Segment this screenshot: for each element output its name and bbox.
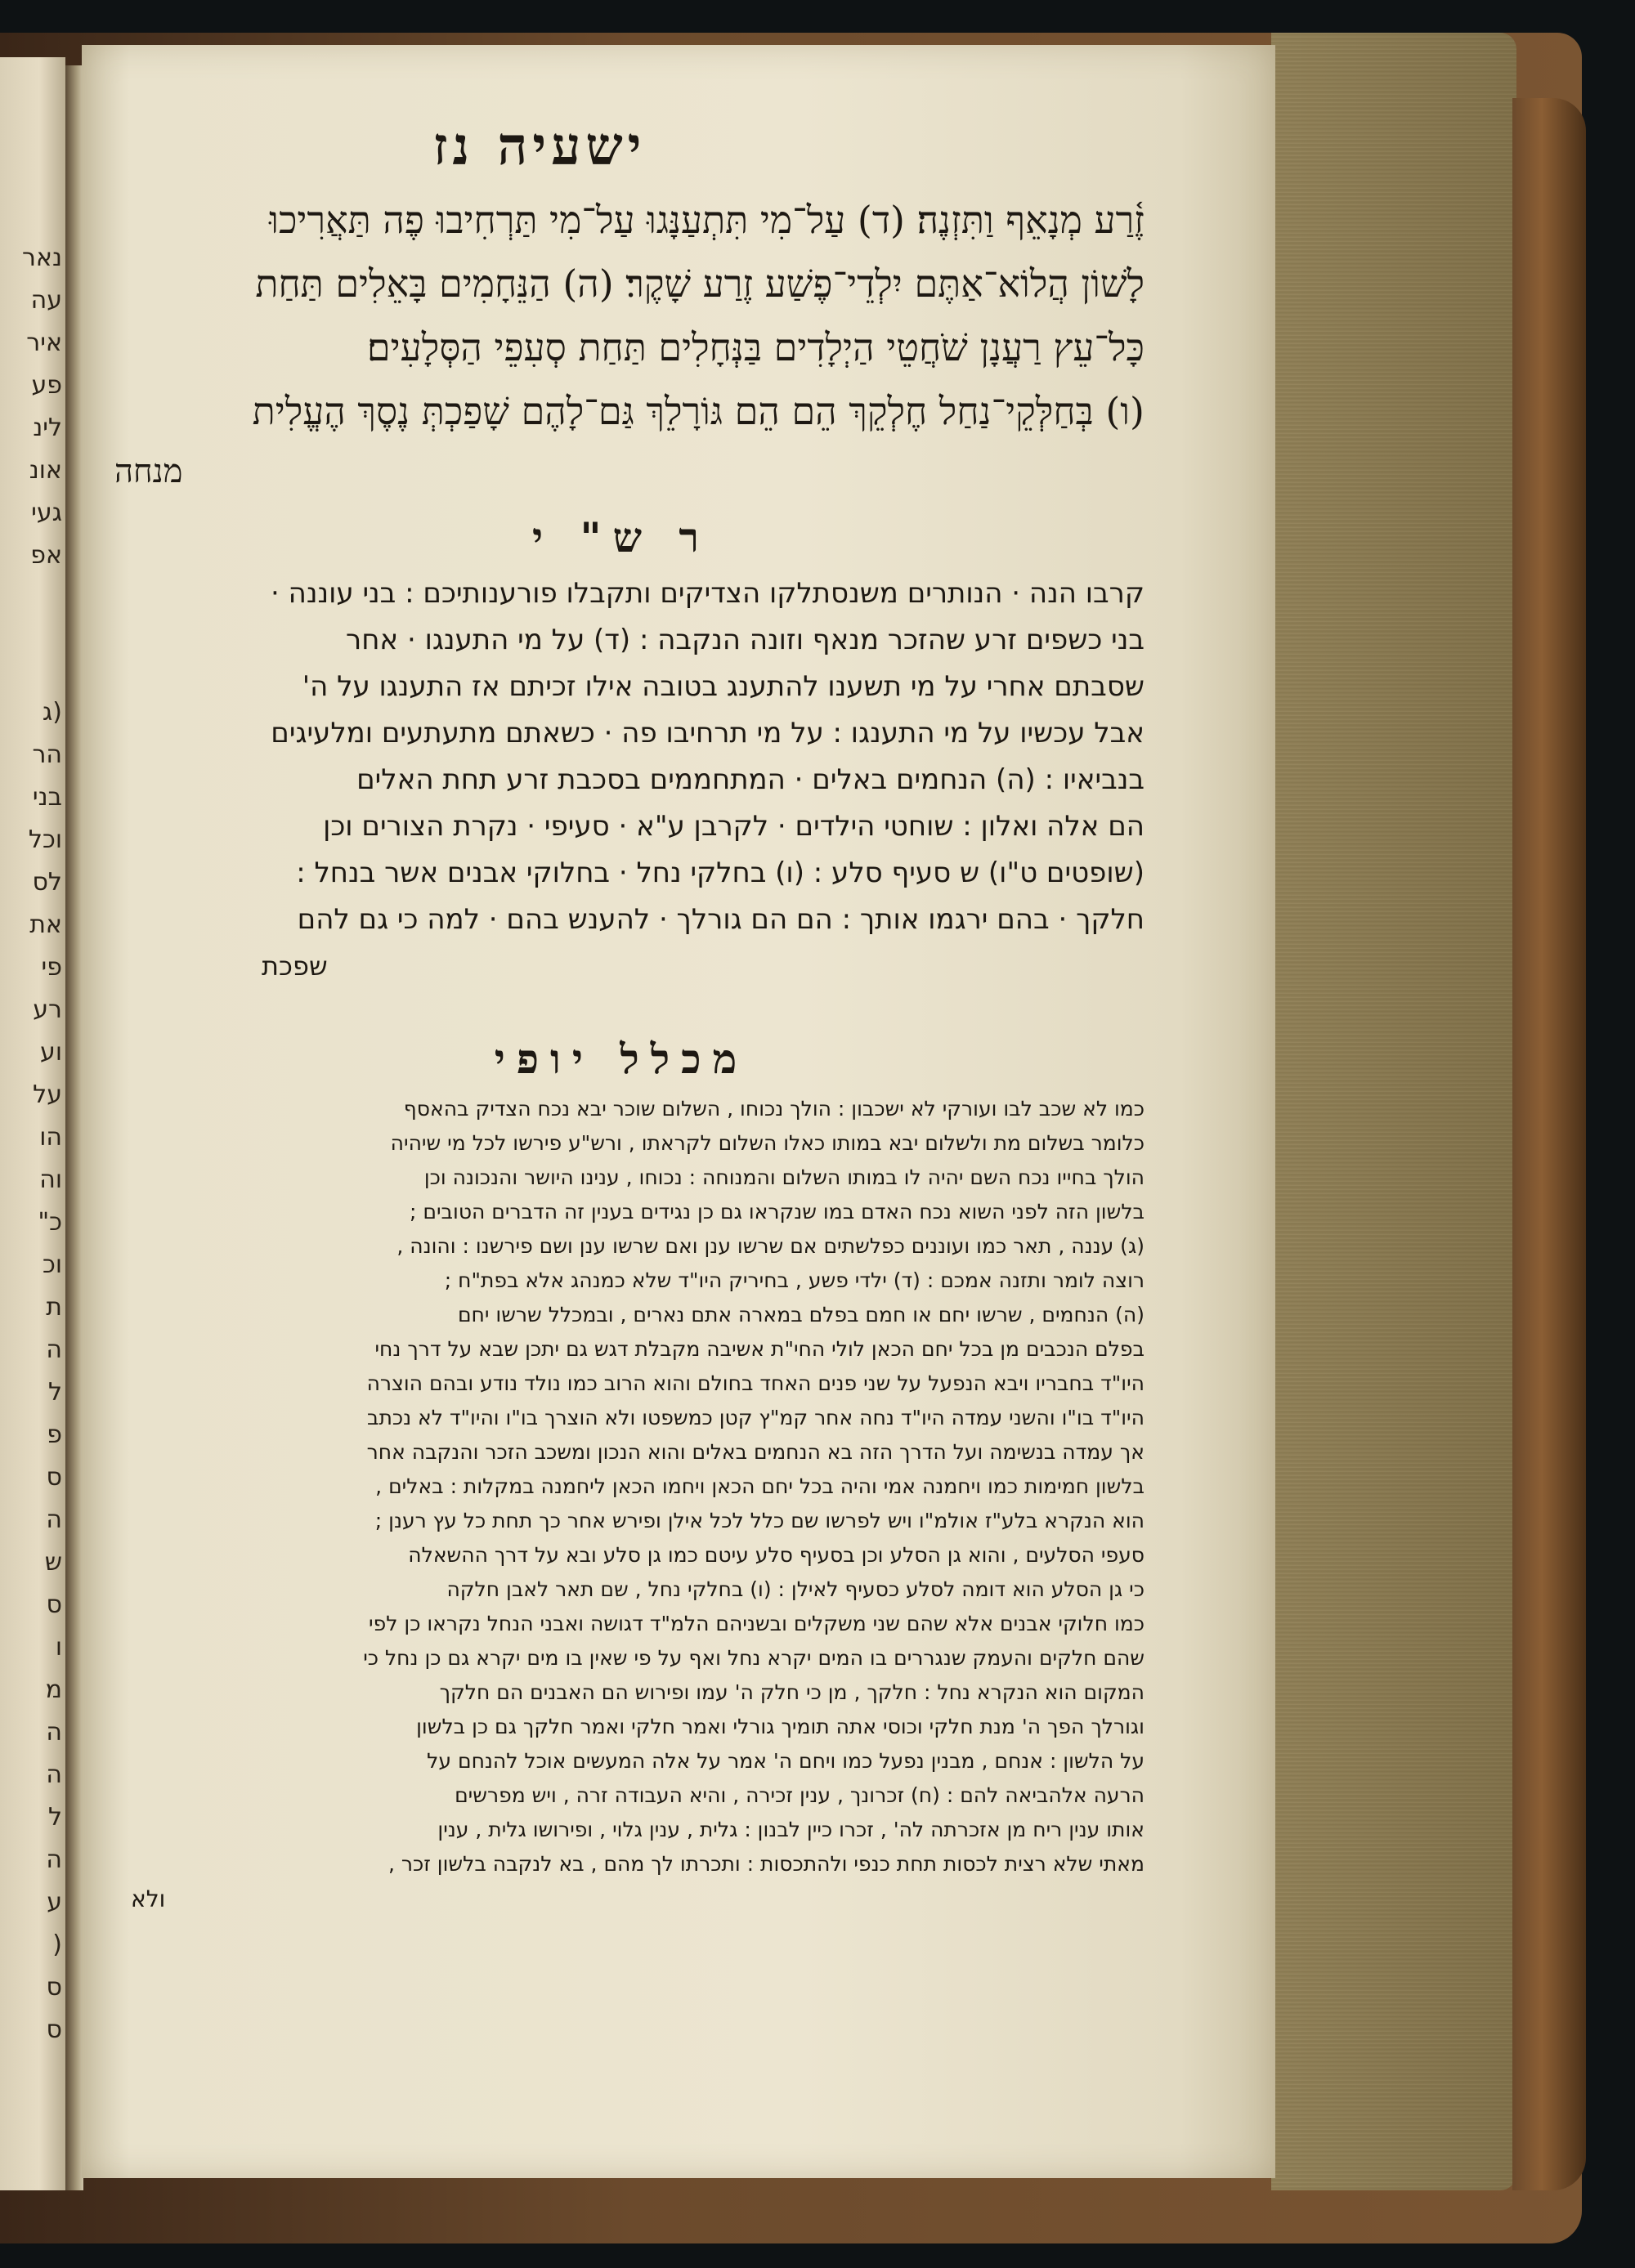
left-page-fragment: ( (52, 1930, 62, 1959)
rashi-line: הם אלה ואלון : שוחטי הילדים · לקרבן ע"א · סעיפי · נקרת הצורים וכן (323, 810, 1144, 843)
commentary-line: בלשון חמימות כמו ויחמנה אמי והיה בכל יחם הכאן ויחמו הכאן ליחמנה במקלות : באלים , (375, 1474, 1144, 1498)
commentary-title: מכלל יופי (494, 1035, 749, 1083)
commentary-line: הולך בחייו נכח השם יהיה לו במותו השלום והמנוחה : נכוחו , ענינו היושר והנכונה וכן (423, 1165, 1144, 1189)
left-page-fragment: אונ (29, 456, 62, 485)
left-page-fragment: אפ (30, 541, 62, 570)
left-page-fragment: לס (32, 868, 62, 897)
commentary-line: המקום הוא הנקרא נחל : חלקך , מן כי חלק ה' עמו ופירוש הם האבנים הם חלקך (439, 1680, 1144, 1704)
left-page-fragment: לינ (33, 414, 62, 442)
left-page-fragment: פי (41, 953, 62, 982)
left-page-fragment: כ" (38, 1208, 62, 1237)
left-page-fragment: את (29, 910, 62, 939)
left-page-fragment: וע (40, 1038, 62, 1067)
commentary-line: שהם חלקים והעמק שנגררים בו המים יקרא נחל ואף על פי שאין בו מים יקרא גם כן נחל כי (363, 1646, 1144, 1670)
commentary-line: רוצה לומר ותזנה אמכם : (ד) ילדי פשע , בחיריק היו"ד שלא כמנהג אלא בפת"ח ; (444, 1268, 1144, 1292)
left-page-fragment: ל (47, 1803, 62, 1832)
rashi-title: ר ש" י (532, 513, 710, 561)
left-page-fragment: בני (32, 783, 62, 812)
commentary-line: (ג) עננה , תאר כמו ועוננים כפלשתים אם שרשו ענן ואם שרשו ענן ושם פירשנו : והונה , (396, 1234, 1144, 1258)
left-page-fragment: איר (26, 329, 62, 357)
scripture-catchword: מנחה (114, 453, 183, 490)
left-page-fragment: ס (46, 1973, 62, 2002)
commentary-line: היו"ד בו"ו והשני עמדה היו"ד נחה אחר קמ"ץ קטן כמשפטו ולא הוצרך בו"ו והיו"ד לא נכתב (366, 1406, 1144, 1429)
left-page-fragment: הו (39, 1123, 62, 1152)
left-page-fragment: ה (46, 1335, 62, 1364)
scripture-text (98, 188, 1144, 443)
left-page-fragment: וכל (28, 825, 62, 854)
michlal-yofi-commentary (98, 1092, 1144, 1881)
left-page-fragment: ש (44, 1548, 62, 1577)
book-gutter (65, 65, 83, 2190)
commentary-line: כי גן הסלע הוא דומה לסלע כסעיף לאילן : (ו) בחלקי נחל , שם תאר לאבן חלקה (446, 1577, 1144, 1601)
left-page-fragment: (ג (42, 698, 62, 727)
rashi-line: בנביאיו : (ה) הנחמים באלים · המתחממים בסכבת זרע תחת האלים (356, 763, 1144, 796)
cover-edge (1512, 98, 1586, 2190)
verse-line: כָּל־עֵץ רַעֲנָן שֹׁחֲטֵי הַיְלָדִים בַּנְּחָלִים תַּחַת סְעִפֵי הַסְּלָעִים׃ (366, 325, 1144, 369)
left-page (0, 57, 65, 2190)
commentary-line: כלומר בשלום מת ולשלום יבא במותו כאלו השלום לקראתו , ורש"ע פירשו לכל מי שיהיה (390, 1131, 1144, 1155)
left-page-fragment: פע (31, 371, 62, 400)
rashi-line: (שופטים ט"ו) ש סעיף סלע : (ו) בחלקי נחל · בחלוקי אבנים אשר בנחל : (296, 857, 1144, 889)
left-page-fragment: עה (30, 286, 62, 315)
commentary-line: כמו לא שכב לבו ועורקי לא ישכבון : הולך נכוחו , השלום שוכר יבא נכח הצדיק בהאסף (403, 1097, 1144, 1121)
left-page-fragment: ה (46, 1760, 62, 1789)
commentary-line: בלשון הזה לפני השוא נכח האדם במו שנקראו גם כן נגידים בענין זה הדברים הטובים ; (410, 1200, 1144, 1223)
commentary-line: סעפי הסלעים , והוא גן הסלע וכן בסעיף סלע עיטם כמו גן סלע ובא על דרך ההשאלה (408, 1543, 1144, 1567)
commentary-line: אך עמדה בנשימה ועל הדרך הזה בא הנחמים באלים והוא הנכון ומשכב הזכר והנקבה אחר (366, 1440, 1144, 1464)
left-page-fragment: ה (46, 1505, 62, 1534)
left-page-fragment: ס (46, 2015, 62, 2044)
left-page-fragment: ה (46, 1718, 62, 1747)
left-page-fragment: מ (45, 1675, 62, 1704)
commentary-line: וגורלך הפך ה' מנת חלקי וכוסי אתה תומיך גורלי ואמר חלקי ואמר חלקך גם כן בלשון (416, 1715, 1144, 1738)
commentary-catchword: ולא (131, 1886, 166, 1912)
rashi-catchword: שפכת (262, 951, 328, 982)
left-page-fragment: ס (46, 1463, 62, 1492)
left-page-fragment: ה (46, 1845, 62, 1874)
commentary-line: (ה) הנחמים , שרשו יחם או חמם בפלם במארה אתם נארים , ובמכלל שרשו יחם (457, 1303, 1144, 1326)
rashi-line: שסבתם אחרי על מי תשענו להתענג בטובה אילו זכיתם אז התענגו על ה' (302, 670, 1144, 703)
commentary-line: הרעה אלהביאה להם : (ח) זכרונך , ענין זכירה , והיא העבודה זרה , ויש מפרשים (455, 1783, 1144, 1807)
left-page-text (0, 237, 62, 2051)
page-edges (1271, 33, 1516, 2190)
left-page-fragment: פ (47, 1420, 62, 1449)
left-page-fragment: ל (47, 1378, 62, 1407)
commentary-line: כמו חלוקי אבנים אלא שהם שני משקלים ובשניהם הלמ"ד דגושה ואבני הנחל נקראו כן לפי (369, 1612, 1144, 1635)
running-head: ישעיה נז (432, 116, 647, 177)
commentary-line: אותו ענין ריח מן אזכרתה לה' , זכרו כיין לבנון : גלית , ענין גלוי , ופירושו גלית , ענין (437, 1818, 1144, 1841)
left-page-fragment: וה (39, 1165, 62, 1194)
rashi-commentary (98, 570, 1144, 943)
commentary-line: בפלם הנכבים מן בכל יחם הכאן לולי החי"ת אשיבה מקבלת דגש גם יתכן שבא על דרך נחי (374, 1337, 1144, 1361)
verse-line: (ו) בְּחַלְּקֵי־נַחַל חֶלְקֵךְ הֵם הֵם גּוֹרָלֵךְ גַּם־לָהֶם שָׁפַכְתְּ נֶסֶךְ הֶעֱלִית (252, 389, 1144, 433)
left-page-fragment: רע (33, 995, 62, 1024)
commentary-line: היו"ד בחבריו ויבא הנפעל על שני פנים האחד בחולם והוא הרוב כמו נולד נודע ובהם הוצרה (366, 1371, 1144, 1395)
page-content (98, 106, 1144, 1917)
rashi-line: קרבו הנה · הנותרים משנסתלקו הצדיקים ותקבלו פורענותיכם : בני עוננה · (271, 577, 1144, 610)
left-page-fragment: נאר (22, 244, 62, 272)
rashi-line: אבל עכשיו על מי התענגו : על מי תרחיבו פה · כשאתם מתעתעים ומלעיגים (271, 717, 1144, 749)
left-page-fragment: ס (46, 1590, 62, 1619)
commentary-line: על הלשון : אנחם , מבנין נפעל כמו ויחם ה' אמר על אלה המעשים אוכל להנחם על (427, 1749, 1144, 1773)
left-page-fragment: על (33, 1080, 62, 1109)
left-page-fragment: הר (32, 740, 62, 769)
rashi-line: בני כשפים זרע שהזכר מנאף וזונה הנקבה : (ד) על מי התענגו · אחר (346, 624, 1144, 656)
verse-line: לָשׁוֹן הֲלוֹא־אַתֶּם יִלְדֵי־פֶשַׁע זֶרַע שָׁקֶר׃ (ה) הַנֵּחָמִים בָּאֵלִים תַּחַת (255, 262, 1144, 306)
left-page-fragment: ו (55, 1633, 62, 1662)
left-page-fragment: ע (47, 1888, 62, 1917)
left-page-fragment: וכ (42, 1250, 62, 1279)
left-page-fragment: ת (46, 1293, 62, 1322)
commentary-line: הוא הנקרא בלע"ז אולמ"ו ויש לפרשו שם כלל לכל אילן ופירש אחר כך תחת כל עץ רענן ; (374, 1509, 1144, 1532)
left-page-fragment: געי (31, 499, 62, 527)
verse-line: זֶ֫רַע מְנָאֵף וַתִּזְנֶה׃ (ד) עַל־מִי תִּתְעַנָּגוּ עַל־מִי תַּרְחִיבוּ פֶה תַּאֲרִיכוּ (269, 198, 1144, 242)
rashi-line: חלקך · בהם ירגמו אותך : הם הם גורלך · להענש בהם · למה כי גם להם (297, 903, 1144, 936)
commentary-line: מאתי שלא רצית לכסות תחת כנפי ולהתכסות : ותכרתו לך מהם , בא לנקבה בלשון זכר , (387, 1852, 1144, 1876)
